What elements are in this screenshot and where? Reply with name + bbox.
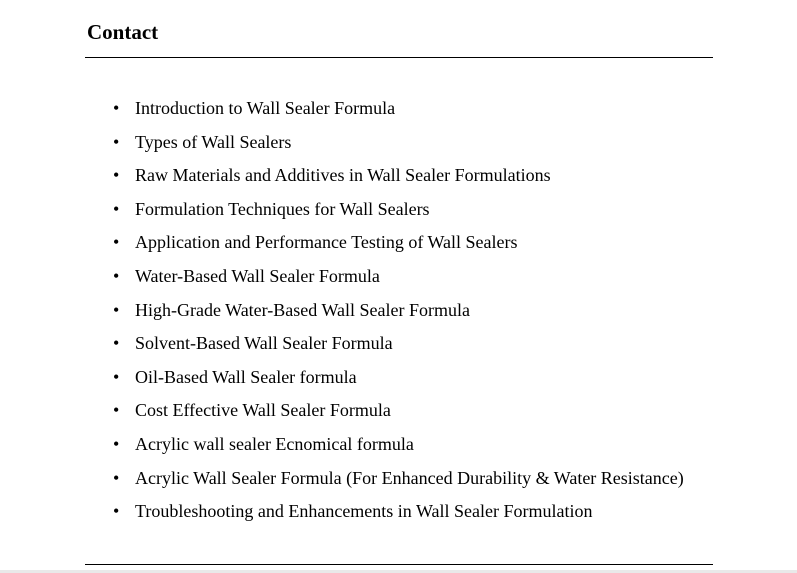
toc-link[interactable]: Oil-Based Wall Sealer formula: [135, 366, 357, 387]
toc-link[interactable]: Troubleshooting and Enhancements in Wall Sealer Formulation: [135, 501, 593, 522]
bullet-icon: •: [113, 433, 120, 454]
toc-link[interactable]: High-Grade Water-Based Wall Sealer Formula: [135, 299, 470, 320]
toc-link[interactable]: Water-Based Wall Sealer Formula: [135, 265, 380, 286]
toc-link[interactable]: Introduction to Wall Sealer Formula: [135, 98, 396, 118]
toc-link[interactable]: Formulation Techniques for Wall Sealers: [135, 198, 430, 219]
toc-link[interactable]: Acrylic Wall Sealer Formula (For Enhanced Durability & Water Resistance): [135, 467, 684, 488]
bullet-icon: •: [113, 467, 120, 488]
toc-link[interactable]: Acrylic wall sealer Ecnomical formula: [135, 433, 414, 454]
section-heading: Contact: [87, 20, 159, 44]
bullet-icon: •: [113, 366, 120, 387]
bullet-icon: •: [113, 165, 120, 186]
bullet-icon: •: [113, 198, 120, 219]
bottom-divider: [85, 564, 713, 565]
bullet-icon: •: [113, 265, 120, 286]
bullet-icon: •: [113, 131, 120, 152]
bullet-icon: •: [113, 232, 120, 253]
bullet-icon: •: [113, 333, 120, 354]
bullet-icon: •: [113, 299, 120, 320]
bullet-icon: •: [113, 501, 120, 522]
bullet-icon: •: [113, 400, 120, 421]
bullet-icon: •: [113, 98, 120, 118]
toc-link[interactable]: Cost Effective Wall Sealer Formula: [135, 400, 391, 421]
toc-link[interactable]: Types of Wall Sealers: [135, 131, 292, 152]
top-divider: [85, 57, 713, 58]
toc-link[interactable]: Application and Performance Testing of Wall Sealers: [135, 232, 518, 253]
toc-link[interactable]: Raw Materials and Additives in Wall Sealer Formulations: [135, 165, 551, 186]
toc-link[interactable]: Solvent-Based Wall Sealer Formula: [135, 333, 393, 354]
